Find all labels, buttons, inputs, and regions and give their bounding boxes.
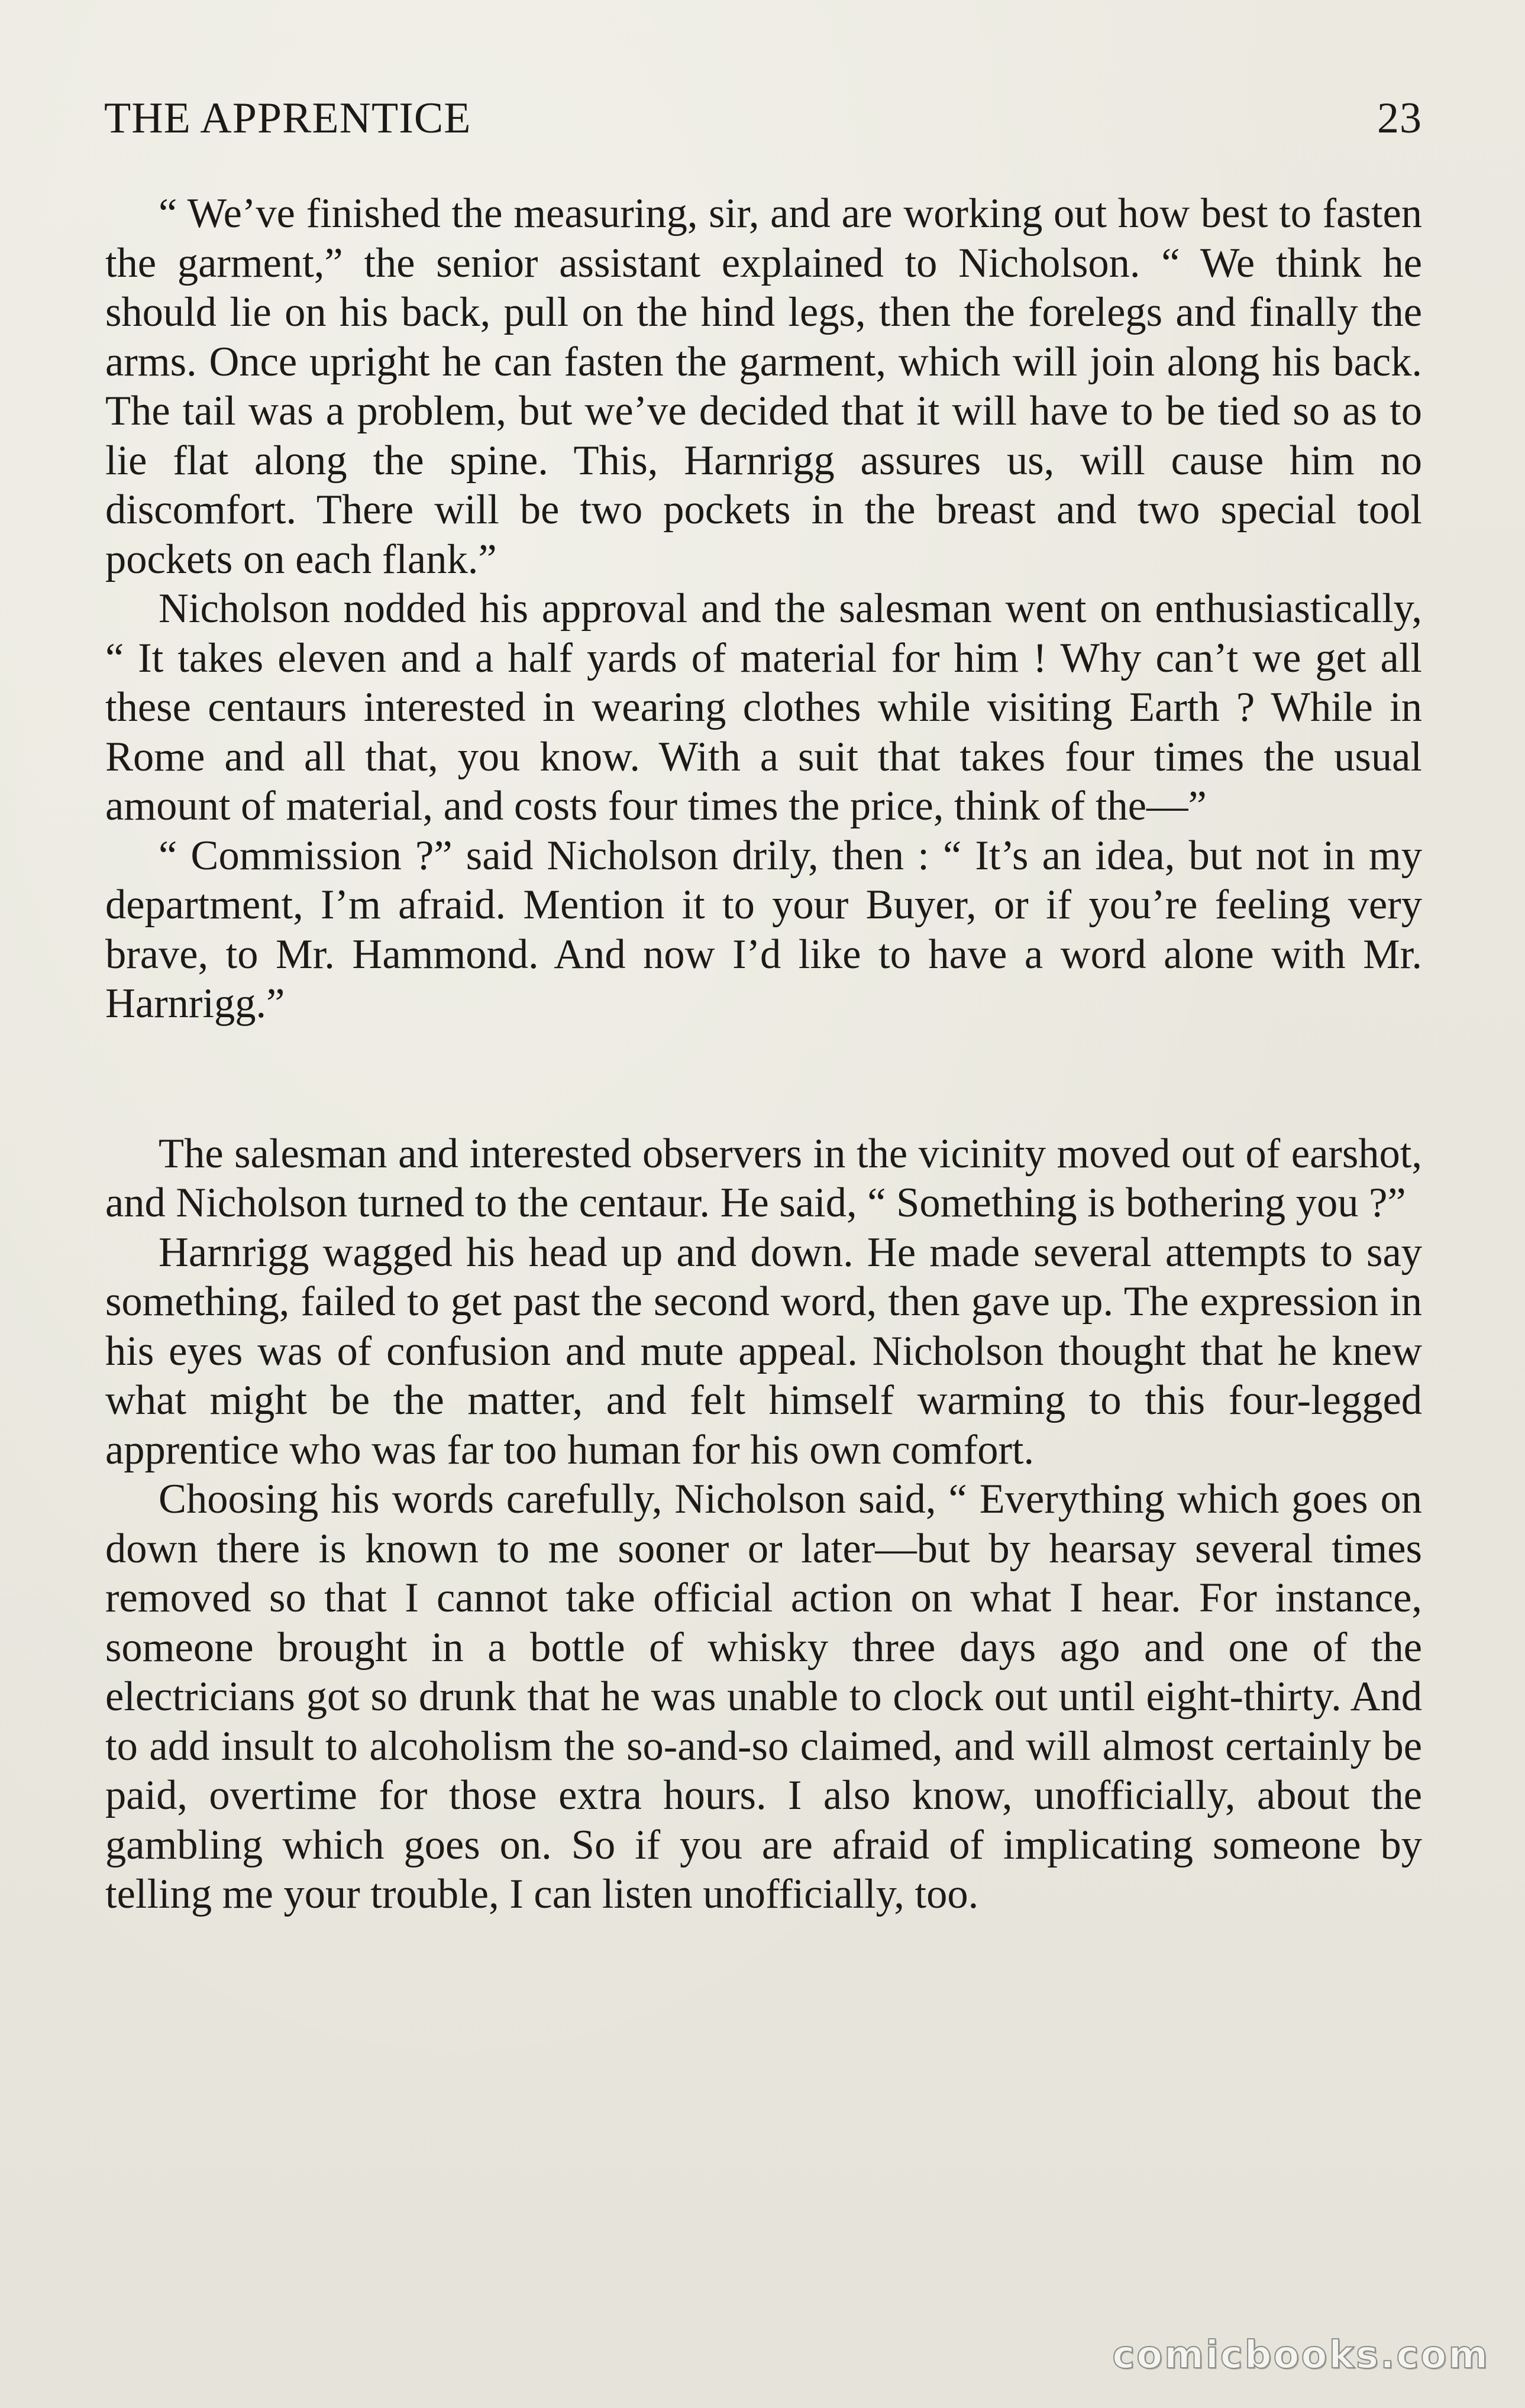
- body-text: [105, 189, 1422, 1920]
- paragraph: “ Commission ?” said Nicholson drily, then : “ It’s an idea, but not in my department, I’m afraid. Mention it to your Buyer, or if you’re feeling very brave, to Mr. Hammond. And now I’d like to have a word alone with Mr. Harnrigg.”: [105, 832, 1422, 1027]
- paragraph: Nicholson nodded his approval and the salesman went on enthusiastically, “ It takes eleven and a half yards of material for him ! Why can’t we get all these centaurs interested in wearing clothes while visiting Earth ? While in Rome and all that, you know. With a suit that takes four times the usual amount of material, and costs four times the price, think of the—”: [105, 585, 1422, 829]
- paragraph: Harnrigg wagged his head up and down. He made several attempts to say something, failed to get past the second word, then gave up. The expression in his eyes was of confusion and mute appeal. Nicholson thought that he knew what might be the matter, and felt himself warming to this four-legged apprentice who was far too human for his own comfort.: [105, 1229, 1422, 1473]
- paragraph: The salesman and interested observers in the vicinity moved out of earshot, and Nicholson turned to the centaur. He said, “ Something is bothering you ?”: [105, 1130, 1422, 1226]
- paragraph: “ We’ve finished the measuring, sir, and are working out how best to fasten the garment,” the senior assistant explained to Nicholson. “ We think he should lie on his back, pull on the hind legs, then the forelegs and finally the arms. Once upright he can fasten the garment, which will join along his back. The tail was a problem, but we’ve decided that it will have to be tied so as to lie flat along the spine. This, Harnrigg assures us, will cause him no discomfort. There will be two pockets in the breast and two special tool pockets on each flank.”: [105, 190, 1422, 582]
- section-break: [105, 1029, 1422, 1129]
- page-number: 23: [1377, 94, 1422, 143]
- paragraph: Choosing his words carefully, Nicholson said, “ Everything which goes on down there is known to me sooner or later—but by hearsay several times removed so that I cannot take official action on what I hear. For instance, someone brought in a bottle of whisky three days ago and one of the electricians got so drunk that he was unable to clock out until eight-thirty. And to add insult to alcoholism the so-and-so claimed, and will almost certainly be paid, overtime for those extra hours. I also know, unofficially, about the gambling which goes on. So if you are afraid of implicating someone by telling me your trouble, I can listen unofficially, too.: [105, 1476, 1422, 1917]
- watermark: comicbooks.com: [1112, 2333, 1490, 2377]
- running-title: THE APPRENTICE: [104, 94, 471, 143]
- page-header: [104, 89, 1422, 148]
